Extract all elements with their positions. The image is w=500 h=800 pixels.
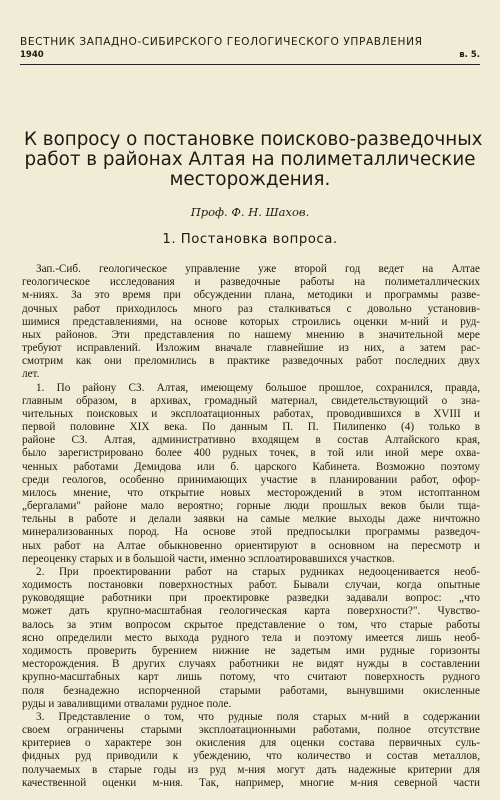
article-body <box>22 263 480 790</box>
body-text-line: среди геологов, особенно принимающих участие в планировании работ, офор- <box>22 473 480 486</box>
body-text-line: главным образом, в архивах, громадный материал, свидетельствующий о зна- <box>22 394 480 407</box>
body-text-line: ясно определили место выхода рудного тела и поэтому имеется лишь необ- <box>22 631 480 644</box>
body-text-line: 2. При проектировании работ на старых рудниках недооценивается необ- <box>36 565 480 578</box>
section-heading: 1. Постановка вопроса. <box>162 232 338 247</box>
body-text-line: геологическое исследования и разведочные работы на полиметаллических <box>22 276 480 289</box>
body-text-line: 1. По району СЗ. Алтая, имеющему большое прошлое, сохранился, правда, <box>36 381 480 394</box>
body-text-line: ных работ на Алтае обыкновенно ориентируют в основном на пересмотр и <box>22 539 480 552</box>
body-text-line: тельны в работе и делали заявки на самые мелкие выходы даже ничтожно <box>22 513 480 526</box>
body-text-line: руководящие работники при проектировке разведки задавали вопрос: „что <box>22 592 480 605</box>
journal-year: 1940 <box>20 50 44 60</box>
body-text-line: ходимость постановки поверхностных работ. Бывали случаи, когда опытные <box>22 579 480 592</box>
article-author: Проф. Ф. Н. Шахов. <box>190 205 310 219</box>
body-text-line: лет. <box>22 368 40 381</box>
body-text-line: ченных работами Демидова или б. царского Кабинета. Возможно поэтому <box>22 460 480 473</box>
body-text-line: „бергалами" районе мало вероятно; горные люди прошлых веков были тща- <box>22 500 480 513</box>
body-text-line: поля безнадежно испорченной старыми работами, вынувшими окисленные <box>22 684 480 697</box>
body-text-line: критериев о характере зон окисления для оценки состава первичных суль- <box>22 737 480 750</box>
header-rule <box>20 64 480 65</box>
journal-issue: в. 5. <box>459 50 480 60</box>
body-text-line: Зап.-Сиб. геологическое управление уже второй год ведет на Алтае <box>36 263 480 275</box>
body-text-line: смотрим как они преломились в практике разведочных работ последних двух <box>22 355 480 368</box>
article-title-line: К вопросу о постановке поисково-разведочных <box>24 129 483 150</box>
article-title-line: работ в районах Алтая на полиметаллические <box>24 149 476 170</box>
body-text-line: руды и заваливщими отвалами рудное поле. <box>22 697 232 710</box>
body-text-line: валось за этим вопросом скрытое представление о том, что старые работы <box>22 618 480 631</box>
journal-title: ВЕСТНИК ЗАПАДНО-СИБИРСКОГО ГЕОЛОГИЧЕСКОГО УПРАВЛЕНИЯ <box>20 36 423 48</box>
body-text-line: районе СЗ. Алтая, административно входящем в состав Алтайского края, <box>22 434 480 447</box>
body-text-line: было зарегистрировано более 400 рудных точек, в той или иной мере охва- <box>22 447 480 460</box>
body-text-line: своем ограничены старыми эксплоатационными работами, полное отсутствие <box>22 724 480 737</box>
body-text-line: может дать крупно-масштабная геологическая карта поверхности?". Чувство- <box>22 605 480 618</box>
article-title <box>24 129 483 190</box>
body-text-line: милось мнение, что открытие новых месторождений в этом истоптанном <box>22 486 480 499</box>
body-text-line: получаемых в старые годы из руд м-ния могут дать надежные критерии для <box>22 763 480 776</box>
body-text-line: чительных поисковых и эксплоатационных работах, проводившихся в XVIII и <box>22 407 480 420</box>
body-text-line: минерализованных пород. На основе этой предпосылки программы разведоч- <box>22 526 480 539</box>
body-text-line: шимися представлениями, на основе которых строились оценки м-ний и руд- <box>22 315 480 328</box>
body-text-line: ных районов. Эти представления по нашему мнению в значительной мере <box>22 328 480 341</box>
body-text-line: ходимость проверить бурением нижние не задетым ими рудные горизонты <box>22 644 480 657</box>
body-text-line: дочных работ приходилось много раз сталкиваться с довольно установив- <box>22 302 480 315</box>
body-text-line: фидных руд приводили к убеждению, что количество и состав металлов, <box>22 750 480 763</box>
body-text-line: первой половине XIX века. По данным П. П. Пилипенко (4) только в <box>22 421 480 434</box>
body-text-line: переоценку старых и в большой части, именно эсплоатировавшихся участков. <box>22 552 395 565</box>
body-text-line: 3. Представление о том, что рудные поля старых м-ний в содержании <box>36 710 480 723</box>
body-text-line: месторождения. В других случаях работники не видят нужды в составлении <box>22 658 480 671</box>
body-text-line: требуют исправлений. Изложим вначале главнейшие из них, а затем рас- <box>22 342 480 355</box>
body-text-line: качественной оценки м-ния. Так, например, многие м-ния северной части <box>22 776 480 789</box>
body-text-line: м-ниях. За это время при обсуждении плана, методики и программы разве- <box>22 289 480 302</box>
article-title-line: месторождения. <box>169 169 331 190</box>
body-text-line: крупно-масштабных карт лишь потому, что считают поверхность рудного <box>22 671 480 684</box>
